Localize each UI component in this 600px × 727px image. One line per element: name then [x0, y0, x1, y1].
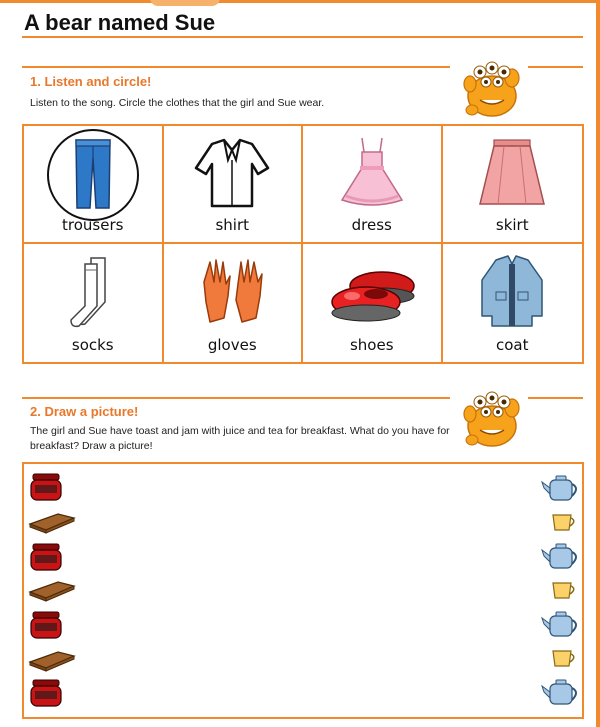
circle-mark [47, 129, 139, 221]
teacup-icon [550, 580, 578, 602]
clothes-item-shoes[interactable] [303, 244, 443, 362]
section1-rule-right [528, 66, 583, 68]
section1-instruction: Listen to the song. Circle the clothes that the girl and Sue wear. [30, 97, 325, 109]
socks-icon [43, 252, 143, 332]
teapot-icon [540, 540, 580, 572]
teapot-icon [540, 472, 580, 504]
teapot-icon [540, 676, 580, 708]
clothes-item-dress[interactable] [303, 126, 443, 244]
section2-instruction: The girl and Sue have toast and jam with juice and tea for breakfast. What do you have for breakfast? Draw a picture! [30, 425, 450, 452]
shoes-icon [322, 252, 422, 332]
clothes-label: gloves [207, 336, 257, 354]
teacup-icon [550, 512, 578, 534]
section2-heading: 2. Draw a picture! [30, 404, 139, 419]
page-title: A bear named Sue [24, 10, 216, 35]
clothes-label: shoes [349, 336, 394, 354]
title-underline [22, 36, 583, 38]
jam-jar-icon [28, 678, 64, 708]
clothes-grid [22, 124, 584, 364]
clothes-item-skirt[interactable] [443, 126, 583, 244]
dress-icon [322, 134, 422, 214]
clothes-label: skirt [495, 216, 529, 234]
section2-rule-left [22, 397, 450, 399]
coat-icon [462, 252, 562, 332]
monster-mascot-icon [456, 386, 526, 452]
top-tab-decoration [150, 0, 220, 6]
page-right-border [596, 0, 600, 727]
toast-icon [28, 578, 76, 602]
section1-heading: 1. Listen and circle! [30, 74, 152, 89]
clothes-label: socks [71, 336, 114, 354]
clothes-item-coat[interactable] [443, 244, 583, 362]
clothes-label: shirt [215, 216, 250, 234]
section2-rule-right [528, 397, 583, 399]
clothes-item-socks[interactable] [24, 244, 164, 362]
clothes-item-gloves[interactable] [164, 244, 304, 362]
section1-rule-left [22, 66, 450, 68]
jam-jar-icon [28, 610, 64, 640]
toast-icon [28, 648, 76, 672]
jam-jar-icon [28, 542, 64, 572]
clothes-label: coat [496, 336, 529, 354]
clothes-item-trousers[interactable] [24, 126, 164, 244]
clothes-label: trousers [62, 216, 124, 234]
jam-jar-icon [28, 472, 64, 502]
gloves-icon [182, 252, 282, 332]
teacup-icon [550, 648, 578, 670]
clothes-item-shirt[interactable] [164, 126, 304, 244]
drawing-area[interactable] [22, 462, 584, 719]
teapot-icon [540, 608, 580, 640]
skirt-icon [462, 134, 562, 214]
monster-mascot-icon [456, 56, 526, 122]
toast-icon [28, 510, 76, 534]
clothes-label: dress [351, 216, 392, 234]
shirt-icon [182, 134, 282, 214]
